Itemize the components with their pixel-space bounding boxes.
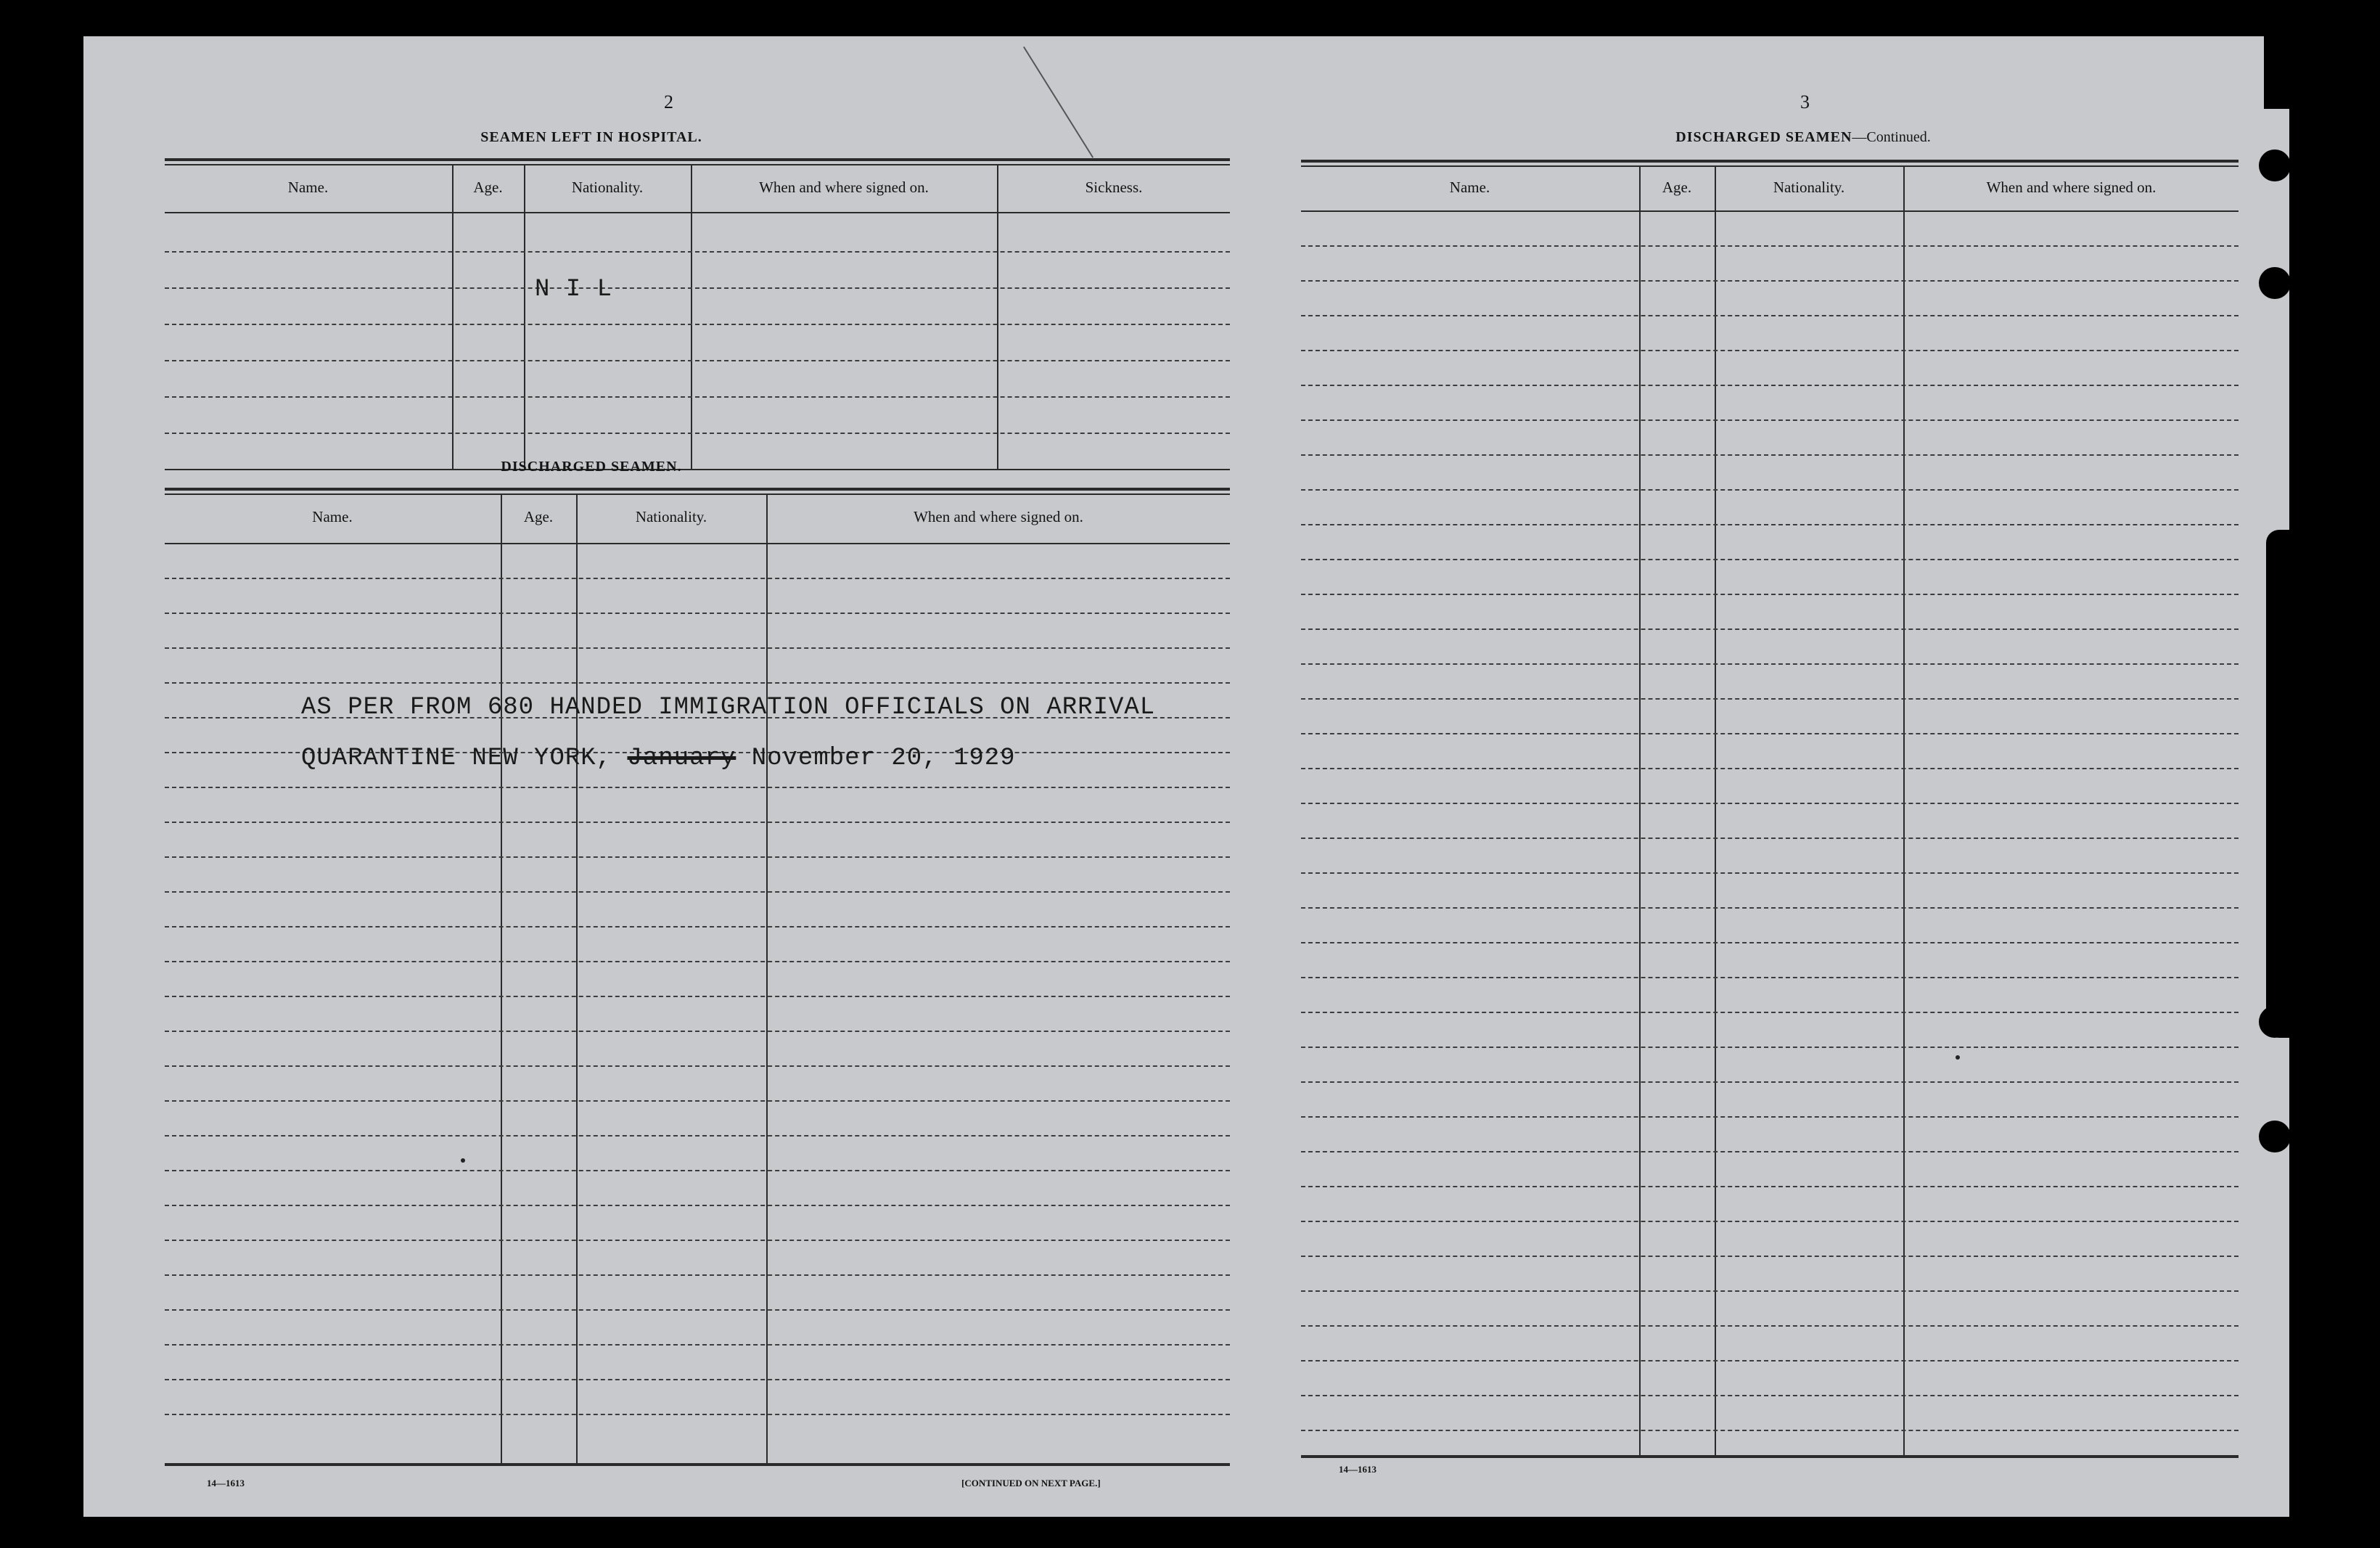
col-divider <box>997 165 998 469</box>
entry-line <box>1301 1256 2239 1257</box>
entry-line <box>165 996 1230 997</box>
table-top-rule <box>165 158 1230 161</box>
discharged-col-nationality: Nationality. <box>635 508 707 525</box>
entry-line <box>165 891 1230 893</box>
entry-line <box>165 787 1230 788</box>
entry-line <box>165 1031 1230 1032</box>
entry-line <box>1301 1012 2239 1013</box>
hospital-col-sickness: Sickness. <box>1085 179 1143 196</box>
entry-line <box>1301 628 2239 630</box>
entry-line <box>165 360 1230 361</box>
entry-line <box>165 1274 1230 1276</box>
typed-line-1: AS PER FROM 680 HANDED IMMIGRATION OFFICIALS ON ARRIVAL <box>301 694 1156 721</box>
entry-line <box>165 1170 1230 1171</box>
entry-line <box>1301 350 2239 351</box>
col-divider <box>576 495 578 1464</box>
entry-line <box>1301 594 2239 595</box>
form-number-left: 14—1613 <box>207 1478 245 1488</box>
entry-line <box>165 961 1230 962</box>
entry-line <box>1301 245 2239 247</box>
col-divider <box>691 165 692 469</box>
entry-line <box>1301 315 2239 316</box>
entry-line <box>165 1135 1230 1137</box>
entry-line <box>165 433 1230 434</box>
entry-line <box>165 926 1230 927</box>
discharged-section-title: DISCHARGED SEAMEN. <box>501 459 682 475</box>
hospital-section-title: SEAMEN LEFT IN HOSPITAL. <box>480 129 702 145</box>
discharged-col-age: Age. <box>523 508 554 525</box>
entry-line <box>165 1379 1230 1380</box>
hospital-col-age: Age. <box>473 179 503 196</box>
entry-line <box>1301 1430 2239 1431</box>
entry-line <box>1301 733 2239 734</box>
col-divider <box>1715 167 1716 1455</box>
typed-date: November 20, 1929 <box>751 745 1016 772</box>
header-underline <box>1301 210 2239 212</box>
paper-crease <box>1023 46 1093 158</box>
ink-speck <box>1956 1055 1960 1060</box>
entry-line <box>1301 1047 2239 1048</box>
continued-col-signed-on: When and where signed on. <box>1986 179 2157 196</box>
torn-edge <box>2264 36 2289 109</box>
entry-line <box>1301 1186 2239 1187</box>
col-divider <box>524 165 525 469</box>
table-top-rule <box>1301 160 2239 163</box>
table-top-rule-inner <box>165 494 1230 495</box>
hospital-col-nationality: Nationality. <box>571 179 644 196</box>
entry-line <box>1301 838 2239 839</box>
right-page <box>1259 36 2289 1517</box>
continued-col-age: Age. <box>1662 179 1692 196</box>
entry-line <box>1301 1395 2239 1396</box>
entry-line <box>165 613 1230 614</box>
entry-line <box>1301 942 2239 943</box>
entry-line <box>1301 872 2239 874</box>
typed-struck-month: January <box>627 745 736 772</box>
entry-line <box>1301 803 2239 804</box>
hospital-col-signed-on: When and where signed on. <box>759 179 929 196</box>
page-number-right: 3 <box>1800 91 1810 112</box>
page-number-left: 2 <box>664 91 673 112</box>
col-divider <box>1903 167 1905 1455</box>
entry-line <box>165 396 1230 398</box>
entry-line <box>1301 1081 2239 1083</box>
col-divider <box>1639 167 1641 1455</box>
entry-line <box>165 1414 1230 1415</box>
entry-line <box>165 1205 1230 1206</box>
form-number-right: 14—1613 <box>1339 1464 1376 1475</box>
entry-line <box>1301 663 2239 665</box>
entry-line <box>165 287 1230 289</box>
entry-line <box>1301 977 2239 978</box>
header-underline <box>165 212 1230 213</box>
col-divider <box>452 165 454 469</box>
typed-nil: N I L <box>535 276 613 303</box>
entry-line <box>1301 907 2239 909</box>
entry-line <box>165 251 1230 253</box>
entry-line <box>1301 524 2239 525</box>
col-divider <box>766 495 768 1464</box>
entry-line <box>1301 1151 2239 1152</box>
entry-line <box>1301 1290 2239 1292</box>
binder-hole <box>2259 150 2291 181</box>
entry-line <box>165 1344 1230 1346</box>
ink-speck <box>461 1158 465 1163</box>
binder-hole <box>2259 267 2291 299</box>
right-title-suffix: —Continued. <box>1852 129 1931 145</box>
entry-line <box>1301 1360 2239 1361</box>
entry-line <box>1301 559 2239 560</box>
entry-line <box>1301 454 2239 456</box>
entry-line <box>1301 1325 2239 1327</box>
entry-line <box>165 856 1230 858</box>
entry-line <box>1301 385 2239 386</box>
entry-line <box>165 1100 1230 1102</box>
hospital-col-name: Name. <box>287 179 329 196</box>
entry-line <box>1301 419 2239 421</box>
entry-line <box>1301 1221 2239 1222</box>
entry-line <box>1301 698 2239 700</box>
entry-line <box>165 324 1230 325</box>
entry-line <box>165 822 1230 823</box>
discharged-col-name: Name. <box>312 508 353 525</box>
right-title-main: DISCHARGED SEAMEN <box>1675 129 1852 145</box>
entry-line <box>1301 489 2239 491</box>
entry-line <box>165 578 1230 579</box>
table-bottom-rule <box>165 1463 1230 1466</box>
entry-line <box>1301 1116 2239 1118</box>
entry-line <box>165 1240 1230 1241</box>
discharged-col-signed-on: When and where signed on. <box>914 508 1083 525</box>
torn-edge <box>2266 530 2289 1038</box>
entry-line <box>165 1309 1230 1311</box>
header-underline <box>165 543 1230 544</box>
right-section-title <box>1622 129 1985 146</box>
entry-line <box>165 1065 1230 1067</box>
binder-hole <box>2259 1121 2291 1152</box>
continued-col-nationality: Nationality. <box>1773 179 1845 196</box>
typed-line-2-prefix: QUARANTINE NEW YORK, <box>301 745 612 772</box>
left-page <box>83 36 1259 1517</box>
table-top-rule-inner <box>1301 165 2239 167</box>
col-divider <box>501 495 502 1464</box>
entry-line <box>165 647 1230 649</box>
continued-note: [CONTINUED ON NEXT PAGE.] <box>961 1478 1101 1488</box>
table-bottom-rule <box>1301 1455 2239 1458</box>
typed-line-2 <box>301 745 1016 772</box>
table-top-rule <box>165 488 1230 491</box>
entry-line <box>1301 280 2239 282</box>
entry-line <box>165 682 1230 684</box>
continued-col-name: Name. <box>1449 179 1490 196</box>
table-top-rule-inner <box>165 164 1230 165</box>
entry-line <box>1301 768 2239 769</box>
